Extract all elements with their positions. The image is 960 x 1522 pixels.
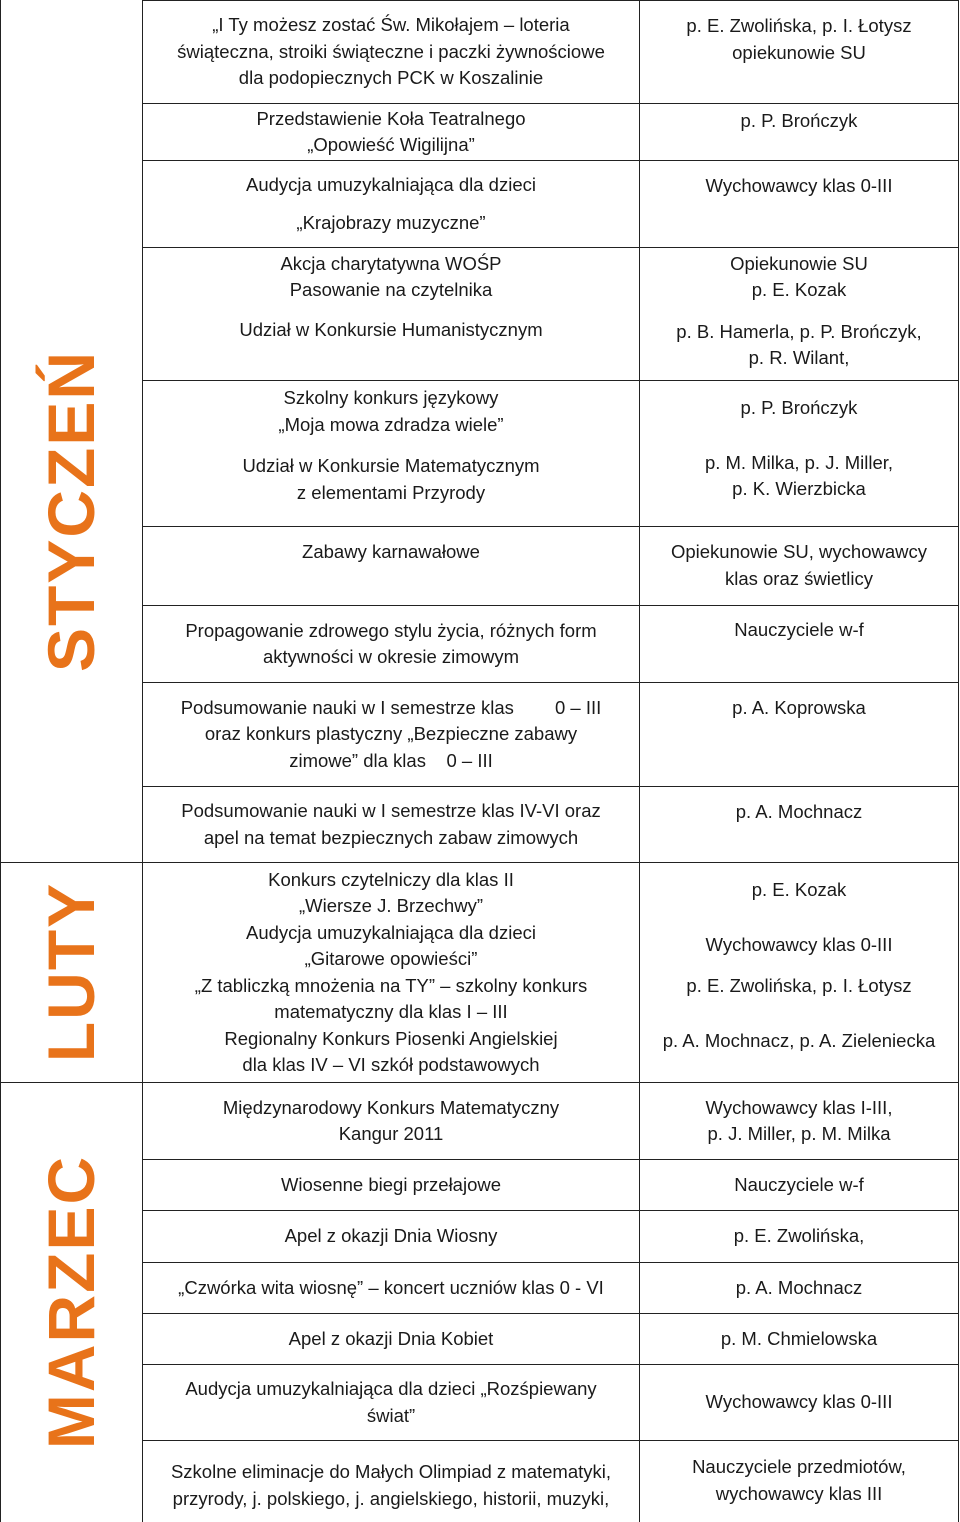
responsible-line: p. E. Zwolińska, [733, 1225, 865, 1247]
event-line: Udział w Konkursie Matematycznym [242, 455, 540, 476]
event-line: Międzynarodowy Konkurs Matematyczny [222, 1096, 560, 1118]
event-line: Audycja umuzykalniająca dla dzieci [246, 174, 536, 195]
responsible-line: p. E. Kozak [751, 879, 847, 900]
event-line: „Opowieść Wigilijna” [307, 134, 475, 155]
event-cell [143, 248, 639, 306]
event-line: Propagowanie zdrowego stylu życia, różnych form [185, 619, 597, 641]
event-line: Podsumowanie nauki w I semestrze klas IV-VI oraz [181, 800, 601, 821]
responsible-line: p. R. Wilant, [748, 347, 850, 368]
month-march-text: MARZEC [34, 1154, 109, 1450]
responsible-line: p. J. Miller, p. M. Milka [707, 1123, 891, 1144]
event-line: Akcja charytatywna WOŚP [280, 252, 502, 274]
responsible-cell [640, 381, 958, 526]
responsible-line: klas oraz świetlicy [724, 567, 874, 589]
responsible-line: Opiekunowie SU [730, 252, 868, 274]
responsible-line: wychowawcy klas III [715, 1482, 883, 1504]
responsible-cell [640, 787, 958, 862]
event-line: z elementami Przyrody [296, 481, 486, 503]
event-line: Konkurs czytelniczy dla klas II [268, 868, 514, 890]
responsible-cell [640, 1365, 958, 1440]
event-line: Szkolne eliminacje do Małych Olimpiad z matematyki, [170, 1461, 612, 1482]
event-line: „Wiersze J. Brzechwy” [299, 895, 483, 916]
event-cell [143, 1083, 639, 1159]
responsible-cell [640, 1211, 958, 1262]
responsible-line: Nauczyciele w-f [734, 1173, 864, 1195]
responsible-cell [640, 161, 958, 247]
month-label-february [0, 862, 143, 1082]
event-cell [143, 1314, 639, 1364]
event-line: „Krajobrazy muzyczne” [296, 212, 486, 233]
responsible-line: p. K. Wierzbicka [732, 478, 866, 499]
event-line: Apel z okazji Dnia Kobiet [288, 1327, 494, 1349]
responsible-cell [640, 1, 958, 103]
responsible-line: Wychowawcy klas I-III, [705, 1096, 893, 1118]
event-line: Audycja umuzykalniająca dla dzieci [246, 921, 536, 943]
event-line: zimowe” dla klas 0 – III [289, 749, 493, 771]
event-cell [143, 1211, 639, 1262]
responsible-line: Opiekunowie SU, wychowawcy [670, 541, 928, 562]
responsible-line: p. A. Mochnacz [735, 1276, 863, 1298]
responsible-cell [640, 527, 958, 605]
responsible-cell [640, 1083, 958, 1159]
responsible-line: Nauczyciele w-f [734, 619, 864, 640]
responsible-line: opiekunowie SU [732, 41, 866, 63]
responsible-line: p. A. Koprowska [732, 697, 866, 718]
event-line: Przedstawienie Koła Teatralnego [256, 107, 526, 129]
event-cell [143, 606, 639, 682]
event-line: „Moja mowa zdradza wiele” [278, 413, 504, 435]
responsible-line: p. M. Milka, p. J. Miller, [704, 451, 894, 473]
event-line: Podsumowanie nauki w I semestrze klas 0 – III [180, 696, 602, 718]
month-february-text: LUTY [34, 881, 109, 1063]
event-cell [143, 863, 639, 1082]
responsible-cell [640, 248, 958, 306]
event-line: „Czwórka wita wiosnę” – koncert uczniów klas 0 - VI [178, 1276, 604, 1298]
event-line: świąteczna, stroiki świąteczne i paczki żywnościowe [177, 40, 605, 62]
responsible-cell [640, 863, 958, 1082]
event-cell [143, 381, 639, 526]
event-cell [143, 161, 639, 247]
event-cell [143, 104, 639, 160]
responsible-line: Nauczyciele przedmiotów, [692, 1456, 906, 1477]
responsible-cell [640, 1441, 958, 1522]
table-border-right [958, 0, 959, 1522]
event-line: Pasowanie na czytelnika [289, 279, 493, 300]
month-january-text: STYCZEŃ [34, 349, 109, 673]
event-line: „Z tabliczką mnożenia na TY” – szkolny konkurs [194, 974, 588, 996]
responsible-cell [640, 683, 958, 786]
event-cell [143, 1160, 639, 1210]
responsible-line: p. E. Kozak [751, 279, 847, 300]
event-cell [143, 527, 639, 577]
responsible-cell [640, 1314, 958, 1364]
event-cell [143, 787, 639, 862]
event-line: Audycja umuzykalniająca dla dzieci „Rozśpiewany [185, 1378, 597, 1399]
responsible-line: Wychowawcy klas 0-III [705, 1391, 893, 1413]
responsible-line: p. A. Mochnacz [735, 801, 863, 822]
responsible-cell [640, 316, 958, 374]
event-cell [143, 1441, 639, 1522]
event-cell [143, 310, 639, 350]
event-line: Apel z okazji Dnia Wiosny [284, 1225, 498, 1247]
event-line: dla klas IV – VI szkół podstawowych [242, 1054, 540, 1075]
event-line: przyrody, j. polskiego, j. angielskiego, historii, muzyki, [172, 1487, 610, 1509]
event-line: oraz konkurs plastyczny „Bezpieczne zabawy [204, 723, 578, 745]
event-line: „Gitarowe opowieści” [304, 948, 478, 969]
responsible-cell [640, 606, 958, 682]
event-cell [143, 1365, 639, 1440]
responsible-line: p. M. Chmielowska [720, 1327, 878, 1349]
event-cell [143, 1263, 639, 1313]
event-line: aktywności w okresie zimowym [263, 646, 519, 667]
responsible-line: Wychowawcy klas 0-III [705, 175, 893, 196]
event-cell [143, 1, 639, 103]
event-cell [143, 683, 639, 786]
month-label-march [0, 1082, 143, 1522]
event-line: apel na temat bezpiecznych zabaw zimowych [203, 826, 579, 848]
responsible-line: p. E. Zwolińska, p. I. Łotysz [686, 975, 912, 996]
event-line: Kangur 2011 [338, 1123, 444, 1144]
event-line: matematyczny dla klas I – III [274, 1001, 508, 1022]
responsible-line: p. P. Brończyk [740, 397, 858, 418]
responsible-cell [640, 1160, 958, 1210]
event-line: Wiosenne biegi przełajowe [280, 1173, 502, 1195]
responsible-line: p. E. Zwolińska, p. I. Łotysz [686, 15, 912, 36]
responsible-line: p. P. Brończyk [740, 110, 858, 131]
responsible-line: Wychowawcy klas 0-III [705, 933, 893, 955]
event-line: „I Ty możesz zostać Św. Mikołajem – loteria [212, 14, 570, 36]
event-line: Szkolny konkurs językowy [283, 387, 499, 408]
responsible-cell [640, 1263, 958, 1313]
event-line: Regionalny Konkurs Piosenki Angielskiej [224, 1027, 558, 1049]
event-line: dla podopiecznych PCK w Koszalinie [238, 67, 544, 89]
event-line: Zabawy karnawałowe [302, 540, 480, 562]
event-line: świat” [366, 1404, 416, 1426]
event-line: Udział w Konkursie Humanistycznym [239, 318, 543, 340]
responsible-line: p. B. Hamerla, p. P. Brończyk, [676, 320, 922, 342]
responsible-line: p. A. Mochnacz, p. A. Zieleniecka [662, 1029, 936, 1051]
month-label-january [0, 160, 143, 862]
responsible-cell [640, 104, 958, 160]
